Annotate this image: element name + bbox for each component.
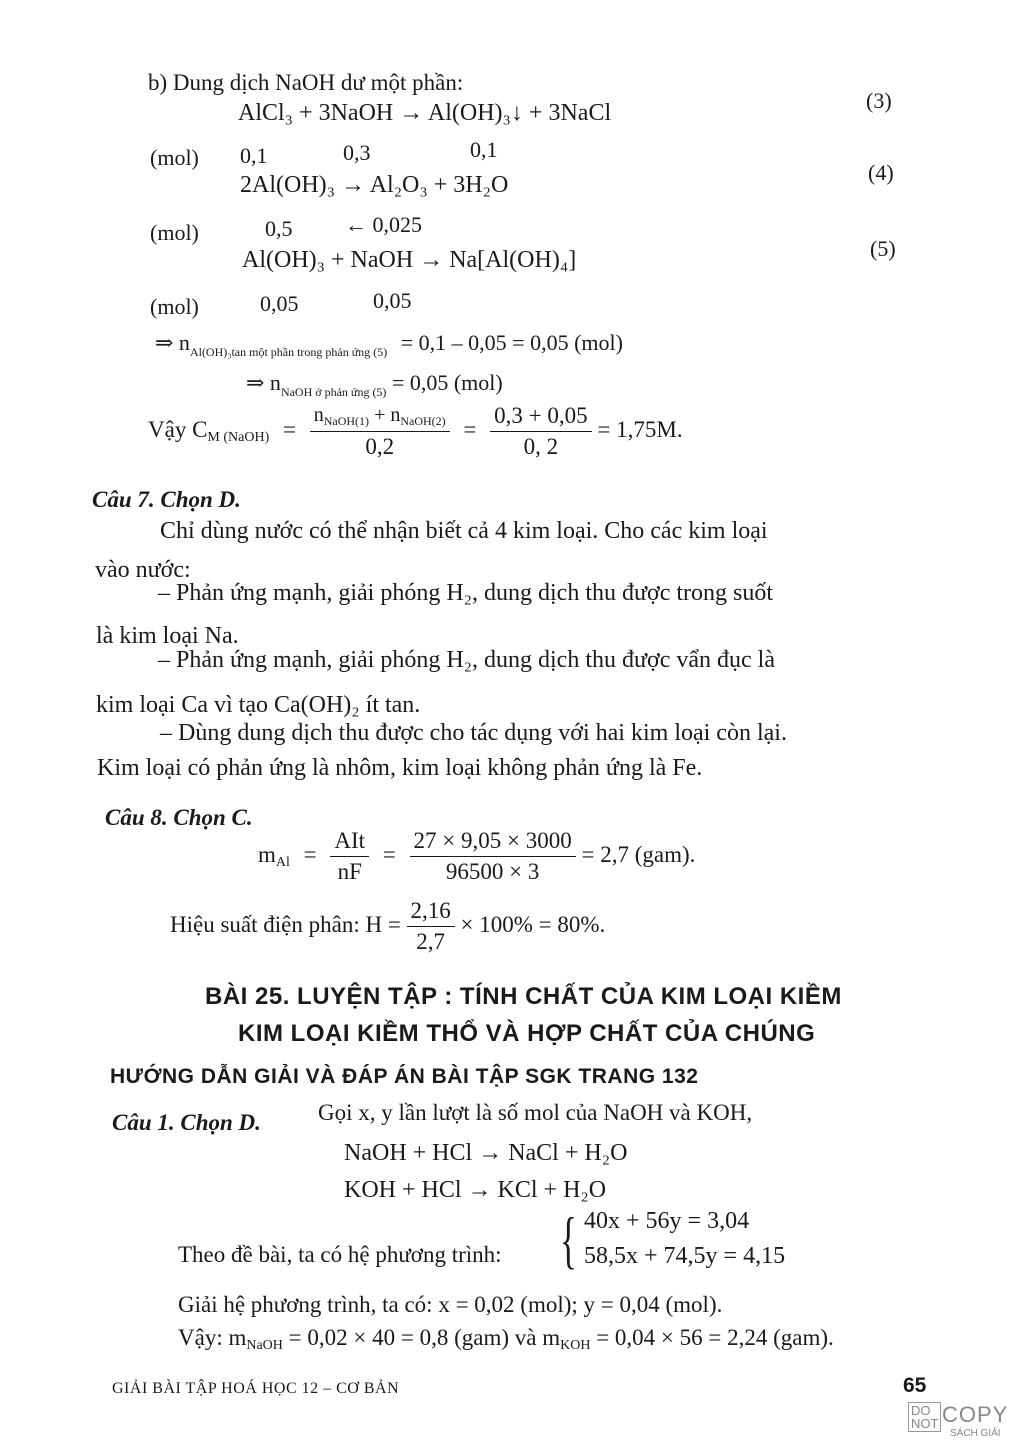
mol3-v3: 0,1	[470, 137, 498, 162]
stamp-brand: SÁCH GIẢI	[950, 1428, 1001, 1439]
cau8-eq2: =	[382, 841, 396, 867]
system-brace: {	[560, 1204, 577, 1275]
conclude-b: = 0,02 × 40 = 0,8 (gam) và m	[288, 1325, 561, 1350]
stamp-not: NOT	[911, 1416, 939, 1431]
cau7-p1b: vào nước:	[95, 557, 191, 583]
cau7-p4: – Dùng dung dịch thu được cho tác dụng với hai kim loại còn lại.	[160, 720, 787, 746]
equation-3: AlCl₃ + 3NaOH → Al(OH)₃↓ + 3NaCl	[238, 100, 612, 126]
cau8-m-label: m	[258, 841, 276, 867]
conc-num2-sub: NaOH(2)	[400, 413, 446, 428]
cau8-title: Câu 8. Chọn C.	[105, 805, 253, 830]
cau8-efficiency	[170, 898, 605, 955]
deduction-2	[246, 370, 503, 400]
cau7-p3: – Phản ứng mạnh, giải phóng H₂, dung dịch thu được vẩn đục là	[158, 647, 775, 673]
cau8-h-fraction	[407, 898, 455, 955]
cau1-intro: Gọi x, y lần lượt là số mol của NaOH và KOH,	[318, 1100, 753, 1125]
conc-sub: M (NaOH)	[207, 429, 270, 445]
cau8-h-num: 2,16	[407, 898, 455, 927]
cau1-solve: Giải hệ phương trình, ta có: x = 0,02 (mol); y = 0,04 (mol).	[178, 1292, 723, 1317]
conc-fraction-1	[310, 404, 450, 460]
cau7-p3b: kim loại Ca vì tạo Ca(OH)₂ ít tan.	[96, 692, 421, 718]
cau1-eq2: KOH + HCl → KCl + H₂O	[344, 1177, 607, 1203]
page-number: 65	[903, 1374, 927, 1397]
cau7-p2b: là kim loại Na.	[96, 623, 239, 649]
deduction-1-lhs: ⇒ n	[155, 330, 190, 355]
cau8-f2-num: 27 × 9,05 × 3000	[410, 828, 576, 857]
cau7-p4b: Kim loại có phản ứng là nhôm, kim loại không phản ứng là Fe.	[97, 755, 703, 781]
deduction-1	[155, 330, 623, 360]
equation-3-number: (3)	[866, 88, 892, 113]
deduction-2-rhs: = 0,05 (mol)	[391, 370, 503, 395]
cau1-sys2: 58,5x + 74,5y = 4,15	[584, 1243, 786, 1269]
cau8-f2-den: 96500 × 3	[445, 859, 540, 884]
mol-label-3: (mol)	[150, 145, 199, 170]
deduction-2-sub: NaOH ở phản ứng (5)	[280, 385, 387, 399]
mol4-v2: ← 0,025	[345, 212, 422, 237]
conclude-c: = 0,04 × 56 = 2,24 (gam).	[596, 1325, 834, 1350]
cau8-m-sub: Al	[275, 854, 290, 870]
stamp-copy: COPY	[942, 1402, 1009, 1427]
cau8-eq: =	[303, 841, 317, 867]
cau8-h-label: Hiệu suất điện phân: H =	[170, 911, 401, 937]
equation-4-number: (4)	[868, 160, 894, 185]
cau1-title: Câu 1. Chọn D.	[112, 1110, 261, 1135]
mol4-v1: 0,5	[265, 216, 293, 241]
conc-fraction-2	[490, 403, 591, 460]
equation-5: Al(OH)₃ + NaOH → Na[Al(OH)₄]	[242, 247, 577, 273]
conclude-sub2: KOH	[560, 1338, 591, 1353]
conc-result: = 1,75M.	[597, 416, 683, 442]
cau8-f1-num: AIt	[330, 828, 369, 857]
part-b-intro: b) Dung dịch NaOH dư một phần:	[148, 70, 464, 95]
conclude-a: Vậy: m	[178, 1325, 247, 1350]
mol3-v1: 0,1	[240, 143, 268, 168]
concentration-formula	[148, 403, 683, 460]
cau8-h-result: × 100% = 80%.	[460, 911, 606, 937]
cau8-mass-formula	[258, 828, 695, 885]
mol5-v2: 0,05	[373, 288, 412, 313]
cau7-p2: – Phản ứng mạnh, giải phóng H₂, dung dịch thu được trong suốt	[158, 580, 774, 606]
conclude-sub1: NaOH	[246, 1338, 283, 1353]
conc-den3: 0, 2	[523, 434, 559, 459]
mol-label-4: (mol)	[150, 220, 199, 245]
conc-eq: =	[283, 416, 296, 442]
lesson-heading-line1: BÀI 25. LUYỆN TẬP : TÍNH CHẤT CỦA KIM LOẠI KIỀM	[205, 983, 842, 1010]
cau1-eq1: NaOH + HCl → NaCl + H₂O	[344, 1140, 628, 1166]
deduction-1-rhs: = 0,1 – 0,05 = 0,05 (mol)	[400, 330, 623, 355]
cau1-system-label: Theo đề bài, ta có hệ phương trình:	[178, 1242, 502, 1267]
deduction-2-lhs: ⇒ n	[246, 370, 281, 395]
cau1-sys1: 40x + 56y = 3,04	[584, 1208, 750, 1234]
cau8-fraction-2	[410, 828, 576, 885]
do-not-copy-stamp	[908, 1402, 1012, 1444]
conc-num3: 0,3 + 0,05	[490, 403, 591, 432]
footer-book-title: GIẢI BÀI TẬP HOÁ HỌC 12 – CƠ BẢN	[112, 1380, 400, 1397]
equation-4: 2Al(OH)₃ → Al₂O₃ + 3H₂O	[240, 172, 509, 198]
mol5-v1: 0,05	[260, 291, 299, 316]
cau7-title: Câu 7. Chọn D.	[92, 487, 241, 512]
conc-num1: n	[313, 403, 324, 426]
lesson-subheading: HƯỚNG DẪN GIẢI VÀ ĐÁP ÁN BÀI TẬP SGK TRANG 132	[110, 1065, 699, 1088]
conc-prefix: Vậy C	[148, 416, 208, 442]
stamp-do-not	[908, 1402, 941, 1432]
mol-label-5: (mol)	[150, 294, 199, 319]
cau8-h-den: 2,7	[416, 929, 446, 954]
conc-eq2: =	[463, 416, 477, 442]
cau8-f1-den: nF	[337, 859, 362, 884]
conc-plus: + n	[374, 403, 401, 426]
lesson-heading-line2: KIM LOẠI KIỀM THỔ VÀ HỢP CHẤT CỦA CHÚNG	[238, 1020, 816, 1047]
cau1-conclude	[178, 1325, 834, 1354]
cau7-p1: Chỉ dùng nước có thể nhận biết cả 4 kim loại. Cho các kim loại	[160, 518, 768, 544]
deduction-1-sub: Al(OH)₃tan một phần trong phản ứng (5)	[189, 345, 388, 359]
mol3-v2: 0,3	[343, 140, 371, 165]
conc-num1-sub: NaOH(1)	[323, 413, 370, 428]
conc-den1: 0,2	[365, 433, 395, 459]
equation-5-number: (5)	[870, 236, 896, 261]
cau8-fraction-1	[330, 828, 369, 885]
cau8-result: = 2,7 (gam).	[581, 841, 696, 867]
stamp-do: DO	[911, 1403, 931, 1418]
